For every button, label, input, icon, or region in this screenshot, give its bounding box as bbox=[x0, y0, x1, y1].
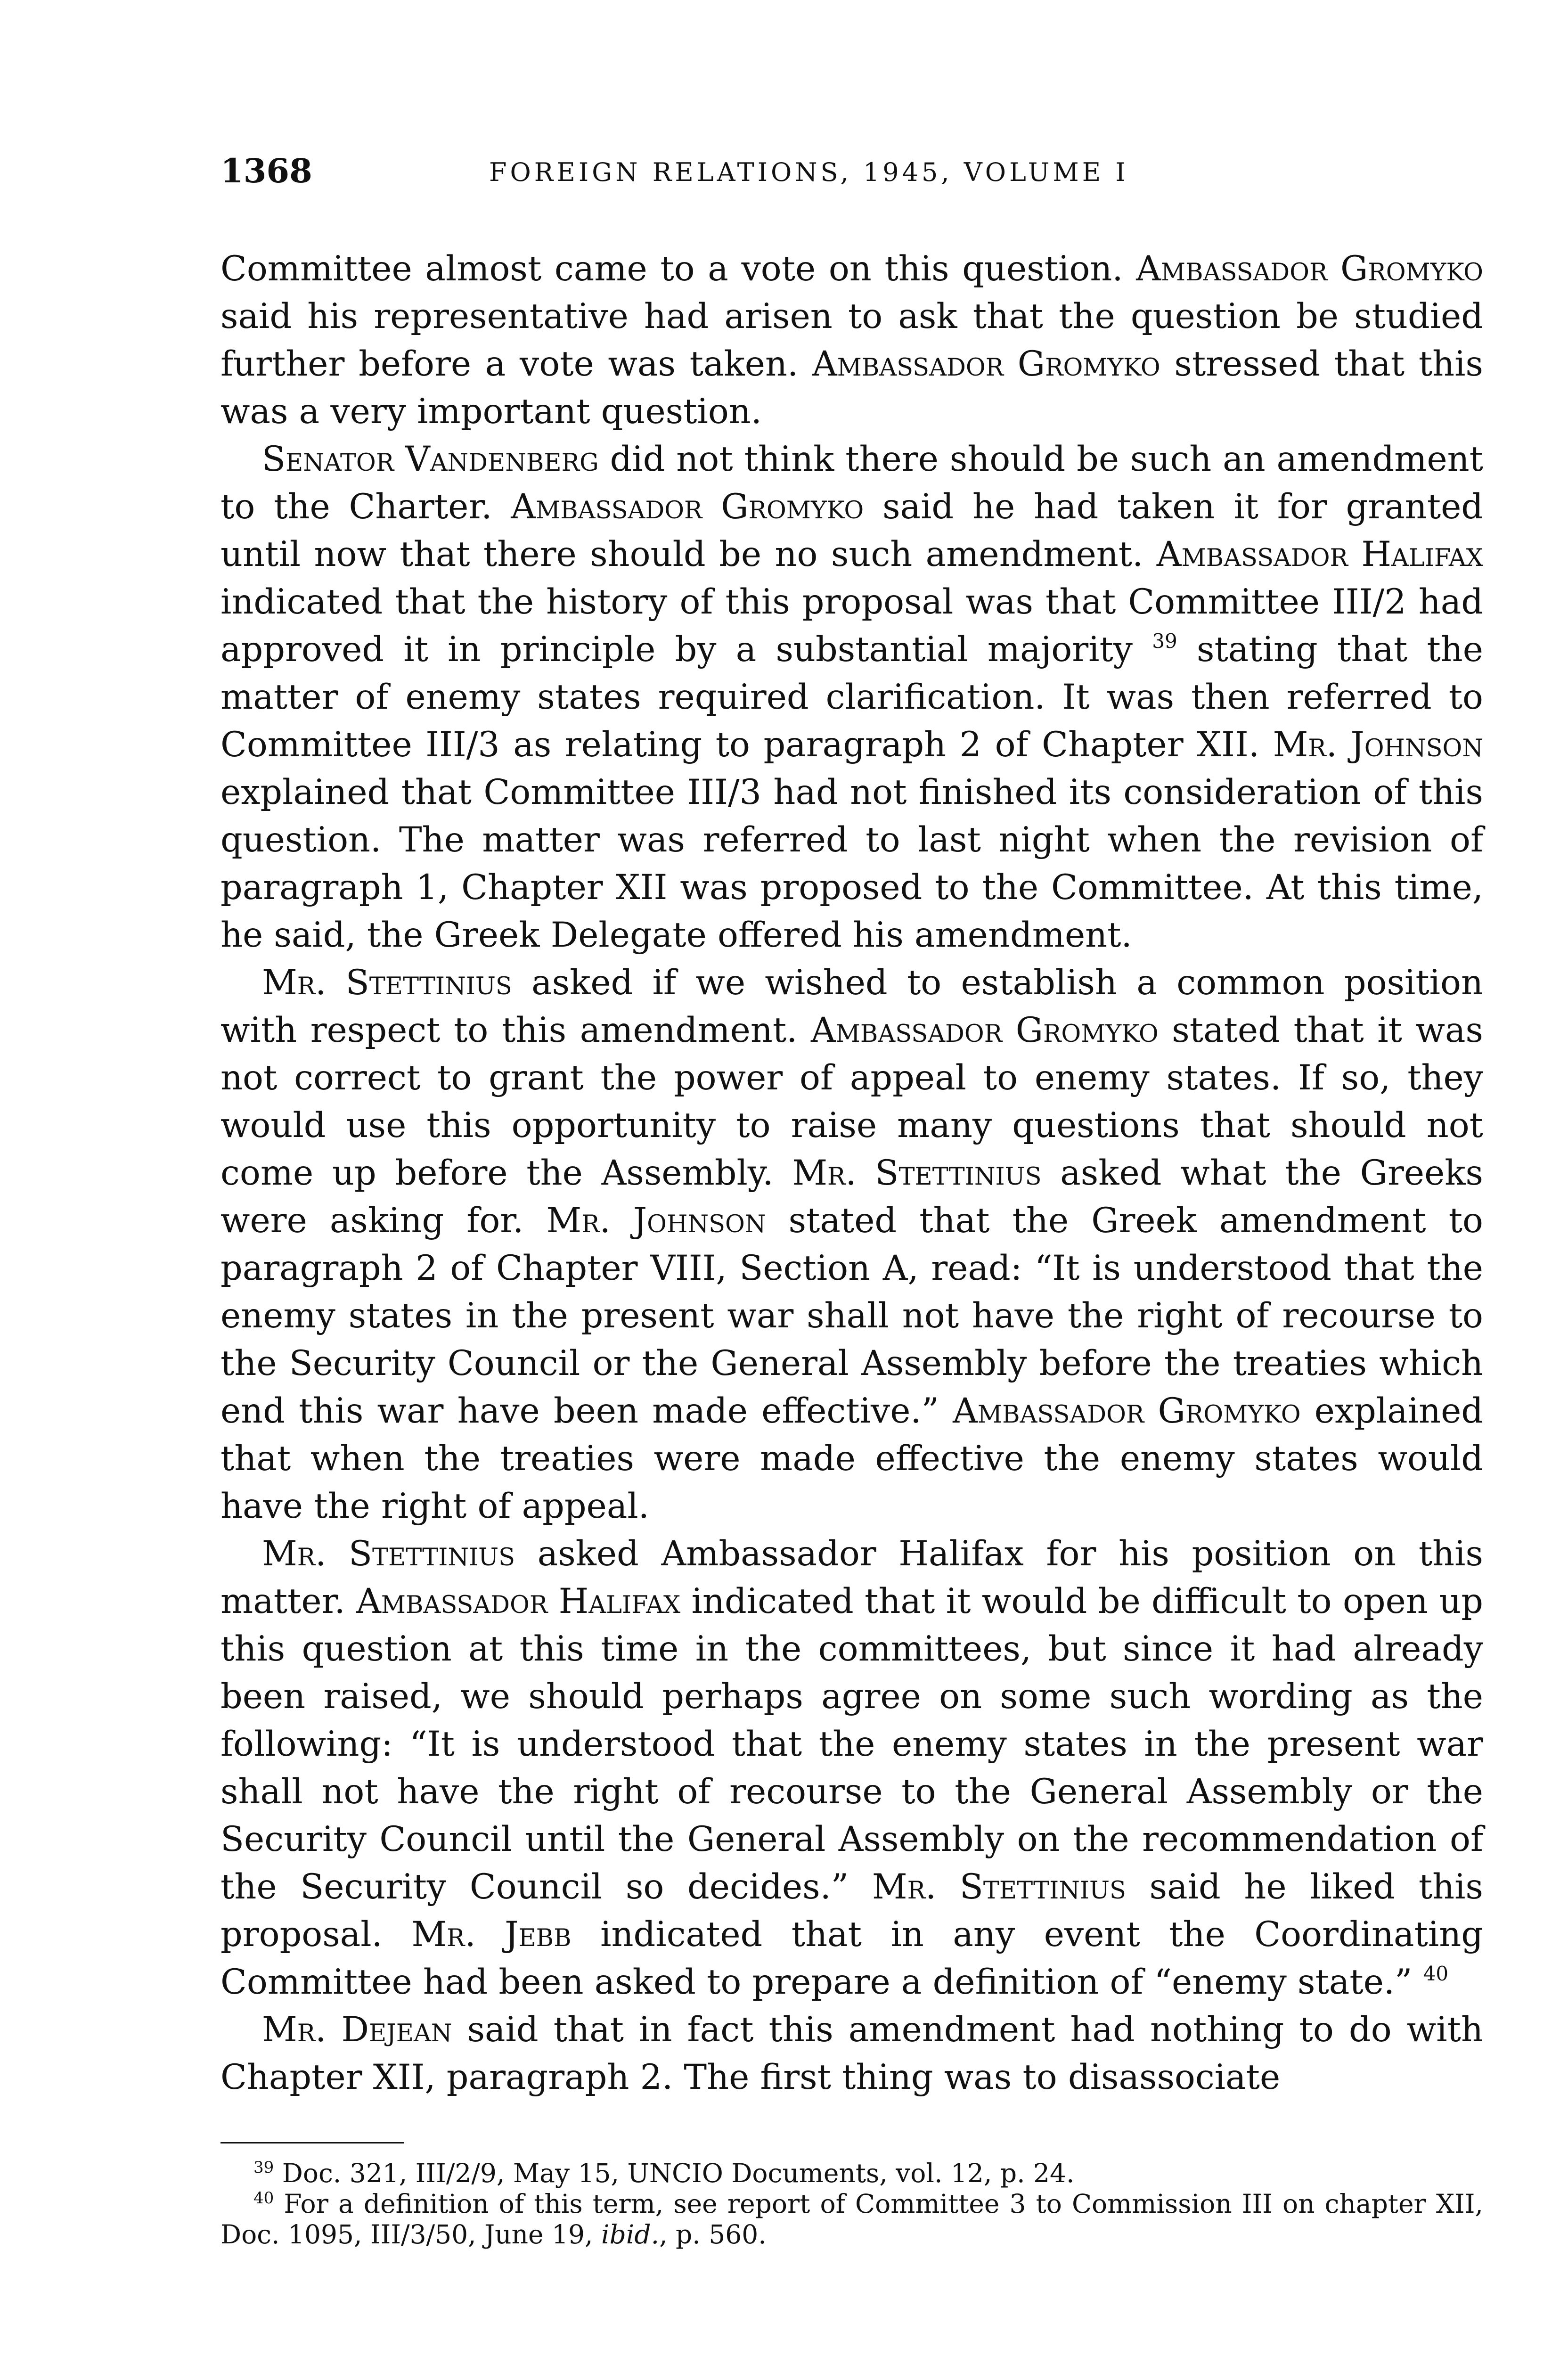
body-text bbox=[220, 245, 1483, 2101]
paragraph bbox=[220, 2006, 1483, 2101]
speaker-name: Mr. Stettinius bbox=[792, 1153, 1042, 1193]
footnotes bbox=[220, 2158, 1483, 2250]
text-run: said he had taken it for granted until now that there should be no such amendment. bbox=[220, 487, 1483, 574]
italic-text: ibid. bbox=[601, 2219, 660, 2250]
paragraph bbox=[220, 959, 1483, 1530]
text-run: Doc. 321, III/2/9, May 15, UNCIO Documents, vol. 12, p. 24. bbox=[274, 2158, 1075, 2188]
speaker-name: Ambassador Halifax bbox=[356, 1581, 681, 1621]
speaker-name: Mr. Stettinius bbox=[262, 1534, 515, 1574]
text-run: stated that it was not correct to grant the power of appeal to enemy states. If so, they would use this opportunity to raise many questions that should not come up before the Assembly. bbox=[220, 1010, 1484, 1193]
speaker-name: Mr. Dejean bbox=[262, 2010, 452, 2050]
speaker-name: Mr. Stettinius bbox=[262, 963, 512, 1003]
text-run: asked Ambassador Halifax for his position on this matter. bbox=[220, 1534, 1483, 1621]
text-run: stating that the matter of enemy states required clarification. It was then referred to Committee III/3 as relating to paragraph 2 of Chapter XII. bbox=[220, 630, 1483, 765]
page-number: 1368 bbox=[220, 151, 312, 190]
paragraph bbox=[220, 1530, 1483, 2006]
speaker-name: Ambassador Gromyko bbox=[1136, 249, 1483, 289]
text-run: indicated that in any event the Coordinating Committee had been asked to prepare a definition of “enemy state.” bbox=[220, 1914, 1483, 2002]
text-run: said that in fact this amendment had nothing to do with Chapter XII, paragraph 2. The first thing was to disassociate bbox=[220, 2010, 1483, 2097]
text-run: explained that Committee III/3 had not finished its consideration of this question. The matter was referred to last night when the revision of paragraph 1, Chapter XII was proposed to the Committee. At this time, he said, the Greek Delegate offered his amendment. bbox=[220, 772, 1483, 955]
speaker-name: Mr. Jebb bbox=[411, 1914, 572, 1955]
footnote bbox=[220, 2189, 1483, 2250]
speaker-name: Ambassador Gromyko bbox=[812, 344, 1160, 384]
footnote-reference: 39 bbox=[253, 2158, 274, 2177]
text-run: indicated that it would be difficult to open up this question at this time in the committees, but since it had already been raised, we should perhaps agree on some such wording as the following: “It is understood that the enemy states in the present war shall not have the right of recourse to the General Assembly or the Security Council until the General Assembly on the recommendation of the Security Council so decides.” bbox=[220, 1581, 1483, 1907]
footnote-reference: 39 bbox=[1152, 630, 1177, 653]
text-run: said his representative had arisen to ask that the question be studied further before a vote was taken. bbox=[220, 296, 1483, 384]
running-head: FOREIGN RELATIONS, 1945, VOLUME I bbox=[489, 157, 1129, 187]
text-run: , p. 560. bbox=[659, 2219, 767, 2250]
text-run: For a definition of this term, see report of Committee 3 to Commission III on chapter XII, Doc. 1095, III/3/50, June 19, bbox=[220, 2189, 1483, 2250]
speaker-name: Ambassador Halifax bbox=[1156, 534, 1483, 574]
paragraph bbox=[220, 245, 1483, 435]
footnote-divider bbox=[220, 2142, 404, 2143]
text-run: stated that the Greek amendment to paragraph 2 of Chapter VIII, Section A, read: “It is understood that the enemy states in the present war shall not have the right of recourse to the Security Council or the General Assembly before the treaties which end this war have been made effective.” bbox=[220, 1201, 1484, 1431]
text-run: Committee almost came to a vote on this question. bbox=[220, 249, 1136, 289]
text-run: indicated that the history of this proposal was that Committee III/2 had approved it in principle by a substantial majority bbox=[220, 582, 1483, 670]
footnote bbox=[220, 2158, 1483, 2189]
footnote-reference: 40 bbox=[1423, 1962, 1449, 1985]
text-run: stressed that this was a very important question. bbox=[220, 344, 1483, 432]
speaker-name: Mr. Johnson bbox=[1273, 725, 1483, 765]
text-run: explained that when the treaties were made effective the enemy states would have the right of appeal. bbox=[220, 1391, 1484, 1526]
speaker-name: Ambassador Gromyko bbox=[511, 487, 864, 527]
text-run: asked if we wished to establish a common position with respect to this amendment. bbox=[220, 963, 1483, 1050]
speaker-name: Ambassador Gromyko bbox=[810, 1010, 1159, 1050]
text-run: did not think there should be such an amendment to the Charter. bbox=[220, 439, 1484, 527]
speaker-name: Senator Vandenberg bbox=[262, 439, 599, 479]
text-run: asked what the Greeks were asking for. bbox=[220, 1153, 1483, 1241]
footnote-reference: 40 bbox=[253, 2189, 274, 2208]
paragraph bbox=[220, 435, 1483, 959]
speaker-name: Ambassador Gromyko bbox=[953, 1391, 1301, 1431]
speaker-name: Mr. Johnson bbox=[546, 1201, 766, 1241]
page-header bbox=[220, 150, 1483, 197]
speaker-name: Mr. Stettinius bbox=[872, 1867, 1126, 1907]
text-run: said he liked this proposal. bbox=[220, 1867, 1483, 1955]
